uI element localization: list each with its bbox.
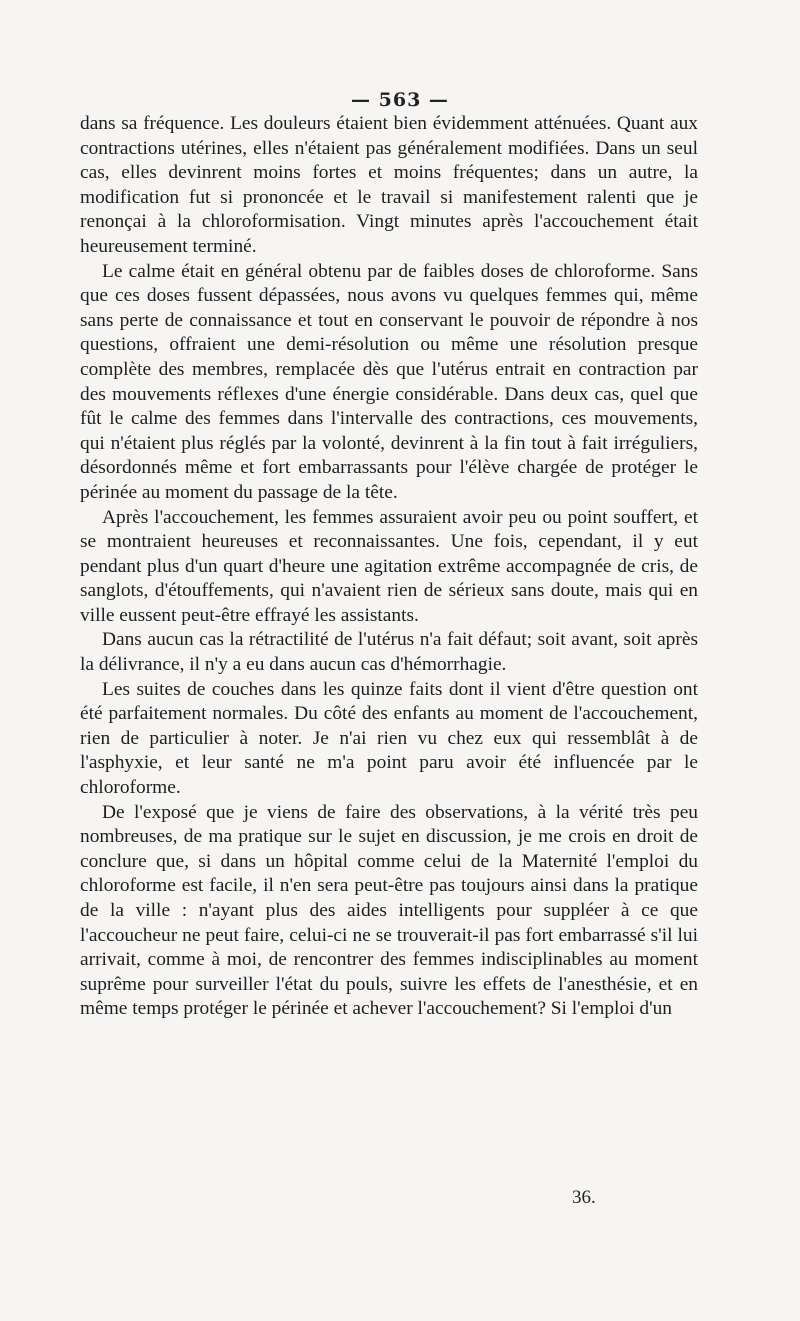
page-number-header: — 563 — xyxy=(351,89,449,111)
paragraph-2: Le calme était en général obtenu par de faibles doses de chloroforme. Sans que ces doses fussent dépassées, nous avons vu quelques femmes qui, même sans perte de connaissance et tout en conservant le pouvoir de répondre à nos questions, offraient une demi-résolution ou même une résolution presque complète des membres, remplacée dès que l'utérus entrait en contraction par des mouvements réflexes d'une énergie considérable. Dans deux cas, quel que fût le calme des femmes dans l'intervalle des contractions, ces mouvements, qui n'étaient plus réglés par la volonté, devinrent à la fin tout à fait irréguliers, désordonnés même et fort embarrassants pour l'élève chargée de protéger le périnée au moment du passage de la tête. xyxy=(80,260,698,503)
paragraph-3: Après l'accouchement, les femmes assuraient avoir peu ou point souffert, et se montraient heureuses et reconnaissantes. Une fois, cependant, il y eut pendant plus d'un quart d'heure une agitation extrême accompagnée de cris, de sanglots, d'étouffements, qui n'avaient rien de sérieux sans doute, mais qui en ville eussent peut-être effrayé les assistants. xyxy=(80,506,698,626)
paragraph-5: Les suites de couches dans les quinze faits dont il vient d'être question ont été parfaitement normales. Du côté des enfants au moment de l'accouchement, rien de particulier à noter. Je n'ai rien vu chez eux qui ressemblât à de l'asphyxie, et leur santé ne m'a point paru avoir été influencée par le chloroforme. xyxy=(80,678,698,799)
body-text xyxy=(80,112,698,1022)
paragraph-1: dans sa fréquence. Les douleurs étaient bien évidemment atténuées. Quant aux contractions utérines, elles n'étaient pas généralement modifiées. Dans un seul cas, elles devinrent moins fortes et moins fréquentes; dans un autre, la modification fut si prononcée et le travail si manifestement ralenti que je renonçai à la chloroformisation. Vingt minutes après l'accouchement était heureusement terminé. xyxy=(80,113,698,257)
paragraph-6: De l'exposé que je viens de faire des observations, à la vérité très peu nombreuses, de ma pratique sur le sujet en discussion, je me crois en droit de conclure que, si dans un hôpital comme celui de la Maternité l'emploi du chloroforme est facile, il n'en sera peut-être pas toujours ainsi dans la pratique de la ville : n'ayant plus des aides intelligents pour suppléer à ce que l'accoucheur ne peut faire, celui-ci ne se trouverait-il pas fort embarrassé s'il lui arrivait, comme à moi, de rencontrer des femmes indisciplinables au moment suprême pour surveiller l'état du pouls, suivre les effets de l'anesthésie, et en même temps protéger le périnée et achever l'accouchement? Si l'emploi d'un xyxy=(80,801,698,1020)
paragraph-4: Dans aucun cas la rétractilité de l'utérus n'a fait défaut; soit avant, soit après la délivrance, il n'y a eu dans aucun cas d'hémorrhagie. xyxy=(80,629,698,676)
signature-mark: 36. xyxy=(572,1187,596,1208)
